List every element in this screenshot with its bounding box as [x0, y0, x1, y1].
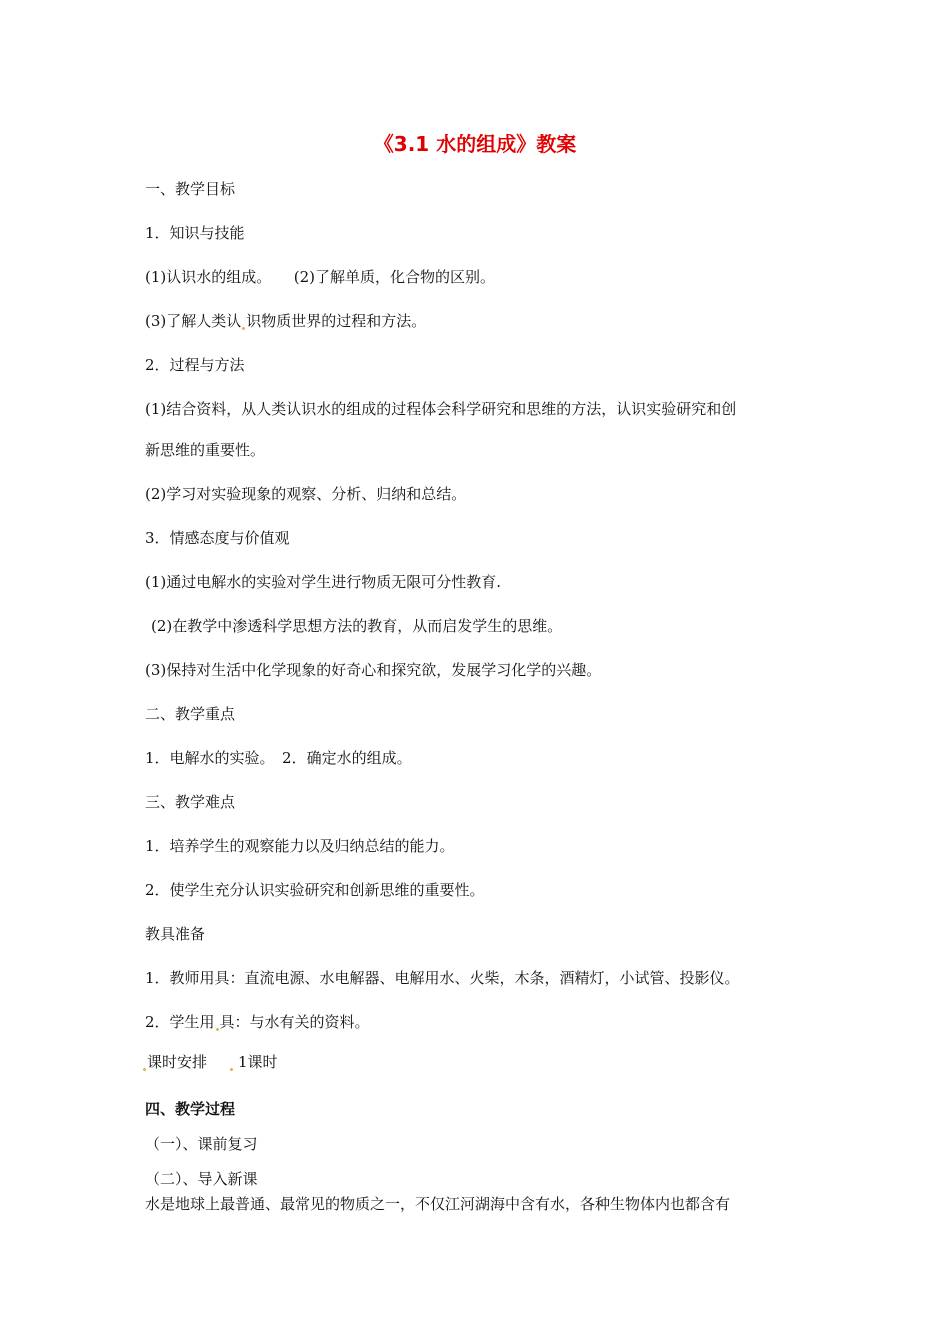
text-line: 新思维的重要性。: [145, 441, 266, 459]
text-line: [145, 1012, 370, 1032]
mark-dot: [242, 327, 245, 330]
text-line: （一）、课前复习: [145, 1135, 258, 1153]
mark-dot: [143, 1068, 146, 1071]
mark-dot: [230, 1068, 233, 1071]
text-line: [142, 1052, 278, 1072]
section-heading-objectives: 一、教学目标: [145, 180, 236, 198]
text-line: (2)学习对实验现象的观察、分析、归纳和总结。: [145, 485, 467, 503]
text-line: (1)认识水的组成。 (2)了解单质，化合物的区别。: [145, 268, 495, 286]
text-line: (1)结合资料，从人类认识水的组成的过程体会科学研究和思维的方法，认识实验研究和创: [145, 400, 737, 418]
text-fragment: 2．学生用: [145, 1013, 215, 1031]
text-fragment: 识物质世界的过程和方法。: [246, 312, 427, 330]
subheading-attitude: 3．情感态度与价值观: [145, 529, 290, 547]
text-fragment: 课时安排: [147, 1053, 208, 1071]
text-fragment: 1课时: [238, 1053, 278, 1071]
text-line: (2)在教学中渗透科学思想方法的教育，从而启发学生的思维。: [151, 617, 563, 635]
text-line: （二）、导入新课: [145, 1170, 258, 1188]
section-heading-equipment: 教具准备: [145, 925, 206, 943]
text-line: 1．教师用具：直流电源、水电解器、电解用水、火柴，木条，酒精灯，小试管、投影仪。: [145, 969, 740, 987]
text-fragment: 具：与水有关的资料。: [219, 1013, 370, 1031]
text-line: 1．培养学生的观察能力以及归纳总结的能力。: [145, 837, 455, 855]
section-heading-process: 四、教学过程: [145, 1100, 236, 1118]
text-line: (3)保持对生活中化学现象的好奇心和探究欲，发展学习化学的兴趣。: [145, 661, 602, 679]
text-fragment: (3)了解人类认: [145, 312, 242, 330]
text-line: 2．使学生充分认识实验研究和创新思维的重要性。: [145, 881, 485, 899]
mark-dot: [216, 1028, 219, 1031]
subheading-process: 2．过程与方法: [145, 356, 245, 374]
section-heading-keypoints: 二、教学重点: [145, 705, 236, 723]
text-line: [145, 311, 426, 331]
section-heading-difficulties: 三、教学难点: [145, 793, 236, 811]
text-line: (1)通过电解水的实验对学生进行物质无限可分性教育.: [145, 573, 502, 591]
subheading-knowledge: 1．知识与技能: [145, 224, 245, 242]
document-title: 《3.1 水的组成》教案: [373, 132, 577, 156]
text-line: 1．电解水的实验。 2．确定水的组成。: [145, 749, 412, 767]
text-line: 水是地球上最普通、最常见的物质之一，不仅江河湖海中含有水，各种生物体内也都含有: [145, 1195, 731, 1213]
